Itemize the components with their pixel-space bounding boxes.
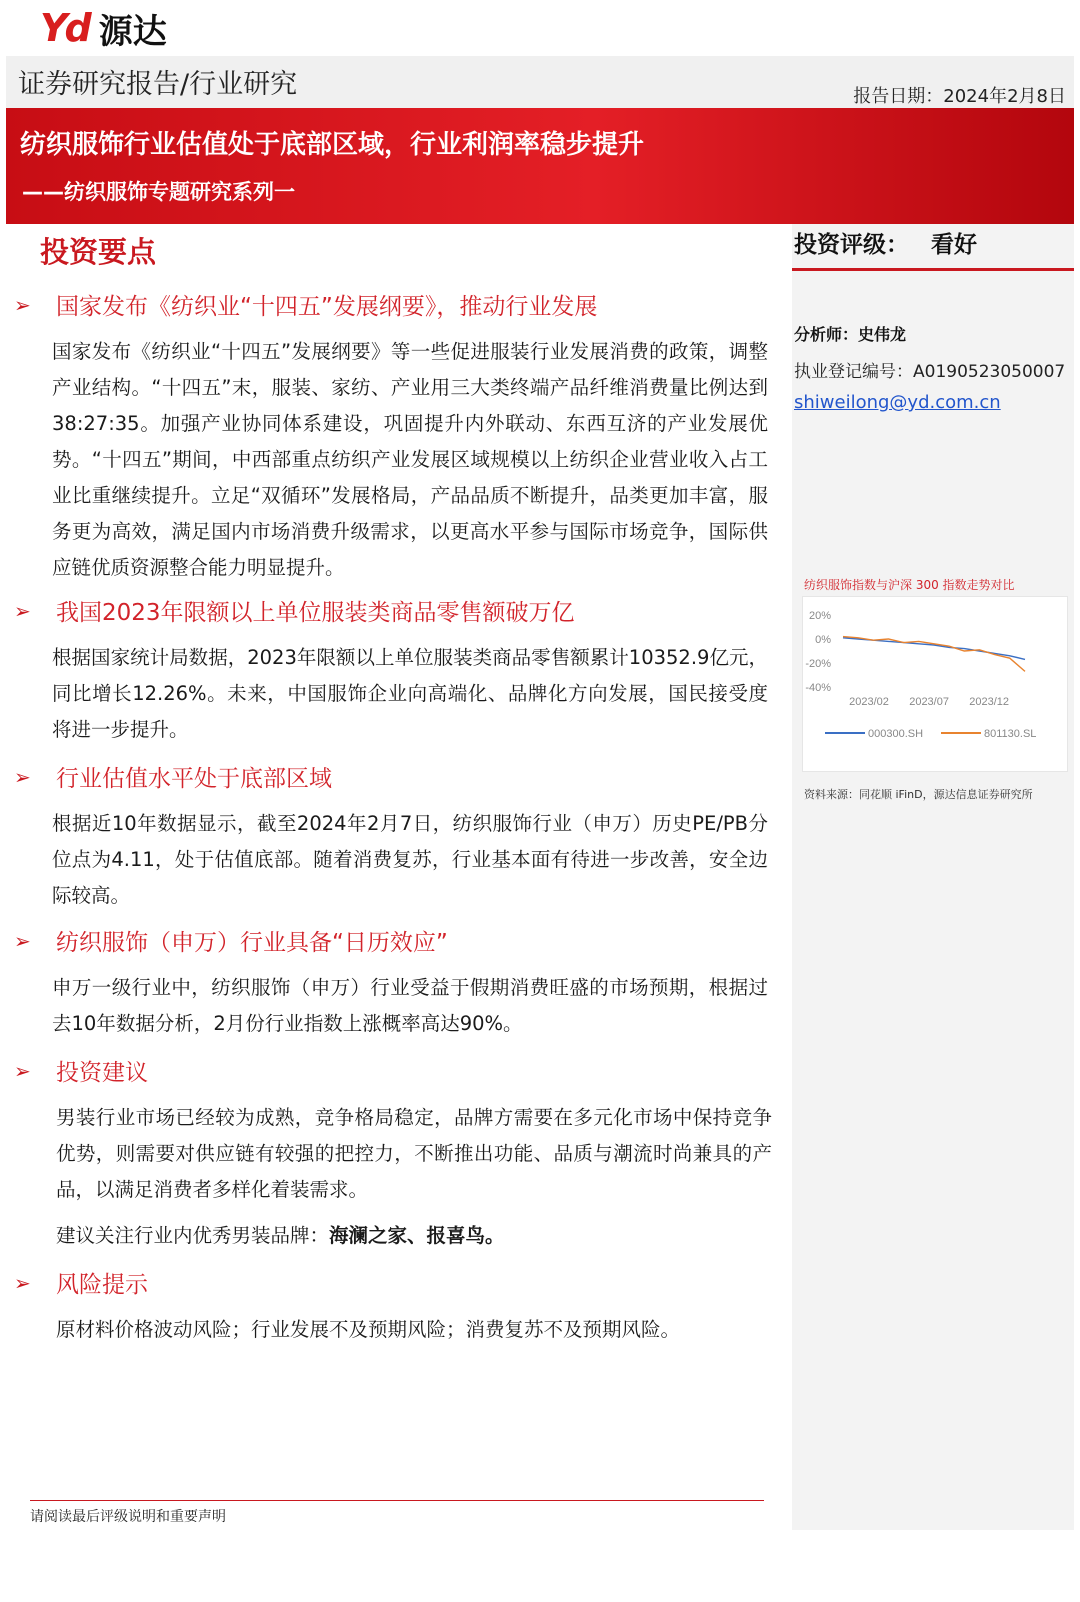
y-tick-label: 20% bbox=[808, 610, 831, 622]
arrow-bullet-icon: ➢ bbox=[14, 292, 31, 317]
section-heading bbox=[14, 924, 448, 957]
report-date: 报告日期：2024年2月8日 bbox=[853, 86, 1066, 107]
footer-disclaimer: 请阅读最后评级说明和重要声明 bbox=[30, 1509, 226, 1525]
company-logo bbox=[40, 6, 167, 52]
recommendation-prefix: 建议关注行业内优秀男装品牌： bbox=[56, 1224, 330, 1247]
section-paragraph: 根据近10年数据显示，截至2024年2月7日，纺织服饰行业（申万）历史PE/PB分位点为4.11，处于估值底部。随着消费复苏，行业基本面有待进一步改善，安全边际较高。 bbox=[52, 812, 768, 907]
recommended-brands: 海澜之家、报喜鸟。 bbox=[329, 1224, 505, 1247]
rating-value: 看好 bbox=[931, 232, 977, 258]
analyst-name: 分析师：史伟龙 bbox=[794, 325, 907, 344]
chart-title: 纺织服饰指数与沪深 300 指数走势对比 bbox=[804, 578, 1015, 592]
section-paragraph: 男装行业市场已经较为成熟，竞争格局稳定，品牌方需要在多元化市场中保持竞争优势，则需要对供应链有较强的把控力，不断推出功能、品质与潮流时尚兼具的产品，以满足消费者多样化着装需求。 bbox=[56, 1106, 772, 1201]
y-tick-label: 0% bbox=[815, 634, 831, 646]
analyst-email-link[interactable]: shiweilong@yd.com.cn bbox=[794, 392, 1001, 413]
legend-label: 000300.SH bbox=[868, 728, 924, 740]
section-paragraph: 国家发布《纺织业“十四五”发展纲要》等一些促进服装行业发展消费的政策，调整产业结构。“十四五”末，服装、家纺、产业用三大类终端产品纤维消费量比例达到38:27:35。加强产业协同体系建设，巩固提升内外联动、东西互济的产业发展优势。“十四五”期间，中西部重点纺织产业发展区域规模以上纺织企业营业收入占工业比重继续提升。立足“双循环”发展格局，产品品质不断提升，品类更加丰富，服务更为高效，满足国内市场消费升级需求，以更高水平参与国际市场竞争，国际供应链优质资源整合能力明显提升。 bbox=[52, 340, 768, 579]
sidebar-divider bbox=[792, 268, 1074, 271]
logo-mark: Yd bbox=[40, 6, 89, 50]
sidebar bbox=[792, 224, 1074, 1530]
section-heading bbox=[14, 594, 575, 627]
report-type: 证券研究报告/行业研究 bbox=[18, 69, 298, 100]
y-tick-label: -20% bbox=[805, 658, 831, 670]
arrow-bullet-icon: ➢ bbox=[14, 764, 31, 789]
x-tick-label: 2023/12 bbox=[969, 696, 1010, 708]
rating-label: 投资评级： bbox=[794, 232, 909, 258]
report-subtitle: ——纺织服饰专题研究系列一 bbox=[22, 180, 295, 204]
section-heading bbox=[14, 1054, 148, 1087]
x-tick-label: 2023/07 bbox=[909, 696, 949, 708]
line-chart bbox=[803, 597, 1067, 771]
section-paragraph: 根据国家统计局数据，2023年限额以上单位服装类商品零售额累计10352.9亿元，同比增长12.26%。未来，中国服饰企业向高端化、品牌化方向发展，国民接受度将进一步提升。 bbox=[52, 646, 768, 741]
section-heading bbox=[14, 760, 332, 793]
arrow-bullet-icon: ➢ bbox=[14, 1058, 31, 1083]
logo-text: 源达 bbox=[98, 11, 167, 52]
section-paragraph: 原材料价格波动风险；行业发展不及预期风险；消费复苏不及预期风险。 bbox=[56, 1318, 681, 1341]
section-title: 国家发布《纺织业“十四五”发展纲要》，推动行业发展 bbox=[56, 294, 598, 320]
arrow-bullet-icon: ➢ bbox=[14, 928, 31, 953]
section-title: 风险提示 bbox=[56, 1272, 148, 1298]
arrow-bullet-icon: ➢ bbox=[14, 598, 31, 623]
section-heading bbox=[14, 1266, 148, 1299]
legend-label: 801130.SL bbox=[984, 728, 1037, 740]
section-title: 我国2023年限额以上单位服装类商品零售额破万亿 bbox=[56, 600, 575, 626]
section-heading bbox=[14, 288, 597, 321]
report-title: 纺织服饰行业估值处于底部区域，行业利润率稳步提升 bbox=[20, 130, 645, 160]
recommendation bbox=[56, 1218, 772, 1254]
series-line bbox=[843, 638, 1025, 660]
section-title: 投资建议 bbox=[56, 1060, 148, 1086]
section-paragraph: 申万一级行业中，纺织服饰（申万）行业受益于假期消费旺盛的市场预期，根据过去10年数据分析，2月份行业指数上涨概率高达90%。 bbox=[52, 976, 768, 1035]
chart-source: 资料来源：同花顺 iFinD，源达信息证券研究所 bbox=[804, 788, 1033, 801]
section-title: 纺织服饰（申万）行业具备“日历效应” bbox=[56, 930, 448, 956]
chart-container bbox=[802, 596, 1068, 772]
investment-rating bbox=[794, 226, 977, 259]
x-tick-label: 2023/02 bbox=[849, 696, 889, 708]
footer-divider bbox=[30, 1500, 764, 1501]
arrow-bullet-icon: ➢ bbox=[14, 1270, 31, 1295]
section-title: 行业估值水平处于底部区域 bbox=[56, 766, 332, 792]
y-tick-label: -40% bbox=[805, 682, 831, 694]
key-points-heading: 投资要点 bbox=[40, 235, 157, 269]
registration-number: 执业登记编号：A0190523050007 bbox=[794, 362, 1066, 382]
